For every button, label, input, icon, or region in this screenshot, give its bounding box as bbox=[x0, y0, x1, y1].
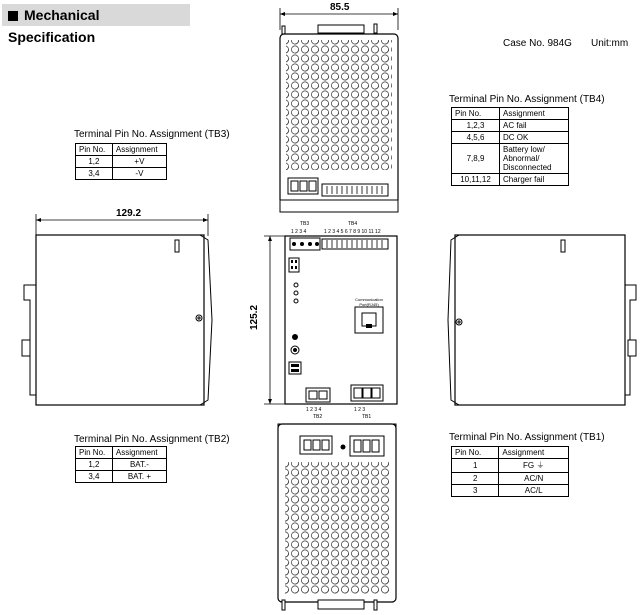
table-row: 1,2 BAT.- bbox=[76, 459, 167, 471]
tb2-label: TB2 bbox=[313, 414, 323, 420]
right-side-view bbox=[448, 235, 636, 405]
tb3-title: Terminal Pin No. Assignment (TB3) bbox=[74, 129, 230, 140]
top-view bbox=[280, 8, 398, 212]
table-row: 2 AC/N bbox=[452, 473, 569, 485]
tb1-label: TB1 bbox=[362, 414, 372, 420]
unit-label: Unit:mm bbox=[591, 38, 629, 49]
tb4-label: TB4 bbox=[348, 221, 358, 227]
header-cell: Assignment bbox=[112, 447, 166, 459]
table-row: 3,4 BAT. + bbox=[76, 471, 167, 483]
tb1-table bbox=[451, 446, 569, 497]
tb1-title: Terminal Pin No. Assignment (TB1) bbox=[449, 432, 605, 443]
tb3-label: TB3 bbox=[300, 221, 310, 227]
header-cell: Pin No. bbox=[452, 447, 499, 459]
header-cell: Pin No. bbox=[452, 108, 500, 120]
tb4-table bbox=[451, 107, 569, 186]
tb4-title: Terminal Pin No. Assignment (TB4) bbox=[449, 94, 605, 105]
header-cell: Assignment bbox=[112, 144, 166, 156]
tb2-pin-numbers: 1 2 3 4 bbox=[306, 407, 322, 413]
tb1-pin-numbers: 1 2 3 bbox=[354, 407, 366, 413]
table-row: 1,2,3 AC fail bbox=[452, 120, 569, 132]
width-dimension: 85.5 bbox=[330, 2, 350, 13]
tb3-table bbox=[75, 143, 167, 180]
section-title-text: Mechanical Specification bbox=[8, 7, 100, 45]
table-row: 10,11,12 Charger fail bbox=[452, 174, 569, 186]
tb4-pin-numbers: 1 2 3 4 5 6 7 8 9 10 11 12 bbox=[324, 229, 381, 235]
tb2-title: Terminal Pin No. Assignment (TB2) bbox=[74, 434, 230, 445]
comm-port-label: Communication Port(RJ45) bbox=[355, 297, 383, 307]
height-dimension: 125.2 bbox=[249, 304, 260, 330]
table-row: 7,8,9 Battery low/ Abnormal/ Disconnected bbox=[452, 144, 569, 174]
tb2-table bbox=[75, 446, 167, 483]
front-view bbox=[264, 236, 397, 404]
table-row: 3,4 -V bbox=[76, 168, 167, 180]
header-cell: Assignment bbox=[499, 447, 569, 459]
header-cell: Assignment bbox=[500, 108, 569, 120]
table-row: 3 AC/L bbox=[452, 485, 569, 497]
header-cell: Pin No. bbox=[76, 144, 113, 156]
depth-dimension: 129.2 bbox=[116, 208, 142, 219]
table-row: 4,5,6 DC OK bbox=[452, 132, 569, 144]
table-row: 1 FG ⏚ bbox=[452, 459, 569, 473]
table-row: 1,2 +V bbox=[76, 156, 167, 168]
case-number: Case No. 984G bbox=[503, 38, 572, 49]
bottom-view bbox=[278, 424, 396, 610]
header-cell: Pin No. bbox=[76, 447, 113, 459]
left-side-view bbox=[22, 214, 212, 405]
tb3-pin-numbers: 1 2 3 4 bbox=[291, 229, 307, 235]
